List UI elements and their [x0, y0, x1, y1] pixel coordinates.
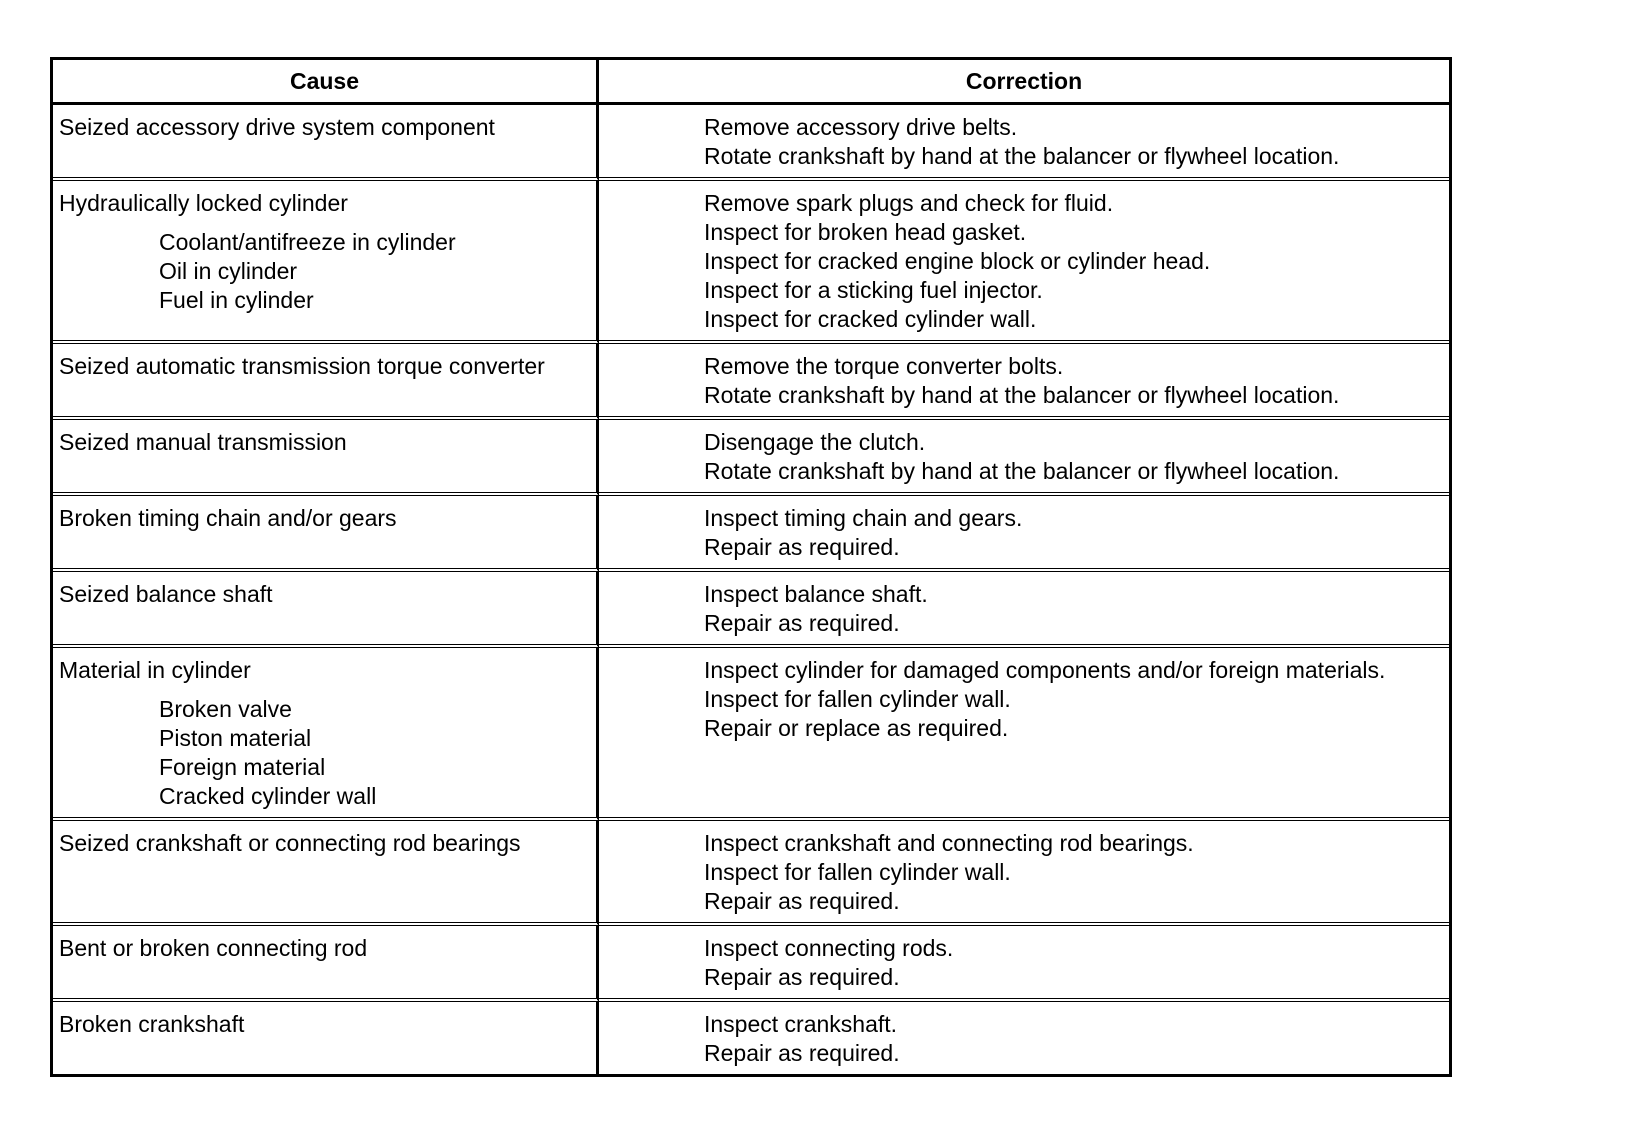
- table-row: [53, 648, 1449, 821]
- diagnostic-table-container: [50, 57, 1452, 1077]
- correction-cell: [599, 1002, 1449, 1077]
- table-row: [53, 926, 1449, 1002]
- table-row: [53, 1002, 1449, 1077]
- cause-text: Seized crankshaft or connecting rod bearings: [59, 830, 521, 856]
- correction-step: Inspect for cracked cylinder wall.: [704, 306, 1037, 332]
- cause-cell: [53, 344, 599, 420]
- cause-cell: [53, 105, 599, 181]
- correction-cell: [599, 648, 1449, 821]
- cause-cell: [53, 1002, 599, 1077]
- cause-cell: [53, 821, 599, 926]
- cause-text: Seized balance shaft: [59, 581, 273, 607]
- table-row: [53, 181, 1449, 344]
- cause-cell: [53, 420, 599, 496]
- correction-step: Inspect for broken head gasket.: [704, 219, 1027, 245]
- correction-step: Inspect for fallen cylinder wall.: [704, 686, 1011, 712]
- cause-text: Material in cylinder: [59, 657, 251, 683]
- correction-step: Inspect for a sticking fuel injector.: [704, 277, 1043, 303]
- correction-step: Inspect for cracked engine block or cylinder head.: [704, 248, 1211, 274]
- correction-cell: [599, 105, 1449, 181]
- correction-cell: [599, 572, 1449, 648]
- cause-cell: [53, 648, 599, 821]
- correction-cell: [599, 496, 1449, 572]
- cause-text: Broken timing chain and/or gears: [59, 505, 397, 531]
- correction-step: Remove spark plugs and check for fluid.: [704, 190, 1114, 216]
- cause-text: Hydraulically locked cylinder: [59, 190, 348, 216]
- correction-step: Disengage the clutch.: [704, 429, 926, 455]
- sub-cause-item: Foreign material: [159, 754, 326, 780]
- correction-step: Remove the torque converter bolts.: [704, 353, 1064, 379]
- sub-cause-item: Broken valve: [159, 696, 292, 722]
- sub-cause-list: [59, 695, 592, 811]
- correction-step: Inspect crankshaft and connecting rod bearings.: [704, 830, 1194, 856]
- diagnostic-table: [50, 57, 1452, 1077]
- correction-cell: [599, 344, 1449, 420]
- correction-step: Rotate crankshaft by hand at the balancer or flywheel location.: [704, 382, 1340, 408]
- sub-cause-item: Coolant/antifreeze in cylinder: [159, 229, 456, 255]
- correction-step: Repair as required.: [704, 610, 900, 636]
- correction-step: Inspect timing chain and gears.: [704, 505, 1023, 531]
- correction-cell: [599, 181, 1449, 344]
- header-row: [53, 60, 1449, 105]
- correction-column-header: Correction: [599, 60, 1449, 105]
- cause-cell: [53, 572, 599, 648]
- cause-text: Seized accessory drive system component: [59, 114, 495, 140]
- correction-step: Inspect balance shaft.: [704, 581, 928, 607]
- sub-cause-item: Fuel in cylinder: [159, 287, 314, 313]
- cause-text: Seized manual transmission: [59, 429, 347, 455]
- sub-cause-list: [59, 228, 592, 315]
- cause-text: Broken crankshaft: [59, 1011, 245, 1037]
- correction-cell: [599, 926, 1449, 1002]
- table-body: [53, 105, 1449, 1077]
- correction-step: Rotate crankshaft by hand at the balancer or flywheel location.: [704, 143, 1340, 169]
- cause-column-header: Cause: [53, 60, 599, 105]
- correction-step: Repair or replace as required.: [704, 715, 1009, 741]
- correction-step: Inspect connecting rods.: [704, 935, 954, 961]
- correction-step: Repair as required.: [704, 964, 900, 990]
- correction-step: Inspect cylinder for damaged components and/or foreign materials.: [704, 657, 1386, 683]
- cause-cell: [53, 181, 599, 344]
- cause-text: Seized automatic transmission torque converter: [59, 353, 545, 379]
- correction-cell: [599, 420, 1449, 496]
- table-row: [53, 420, 1449, 496]
- cause-cell: [53, 926, 599, 1002]
- sub-cause-item: Oil in cylinder: [159, 258, 298, 284]
- correction-cell: [599, 821, 1449, 926]
- correction-step: Repair as required.: [704, 534, 900, 560]
- cause-text: Bent or broken connecting rod: [59, 935, 368, 961]
- table-row: [53, 496, 1449, 572]
- sub-cause-item: Piston material: [159, 725, 312, 751]
- correction-step: Repair as required.: [704, 888, 900, 914]
- sub-cause-item: Cracked cylinder wall: [159, 783, 377, 809]
- correction-step: Repair as required.: [704, 1040, 900, 1066]
- table-row: [53, 572, 1449, 648]
- correction-step: Rotate crankshaft by hand at the balancer or flywheel location.: [704, 458, 1340, 484]
- table-row: [53, 821, 1449, 926]
- table-row: [53, 105, 1449, 181]
- correction-step: Inspect crankshaft.: [704, 1011, 898, 1037]
- cause-cell: [53, 496, 599, 572]
- correction-step: Remove accessory drive belts.: [704, 114, 1018, 140]
- correction-step: Inspect for fallen cylinder wall.: [704, 859, 1011, 885]
- table-row: [53, 344, 1449, 420]
